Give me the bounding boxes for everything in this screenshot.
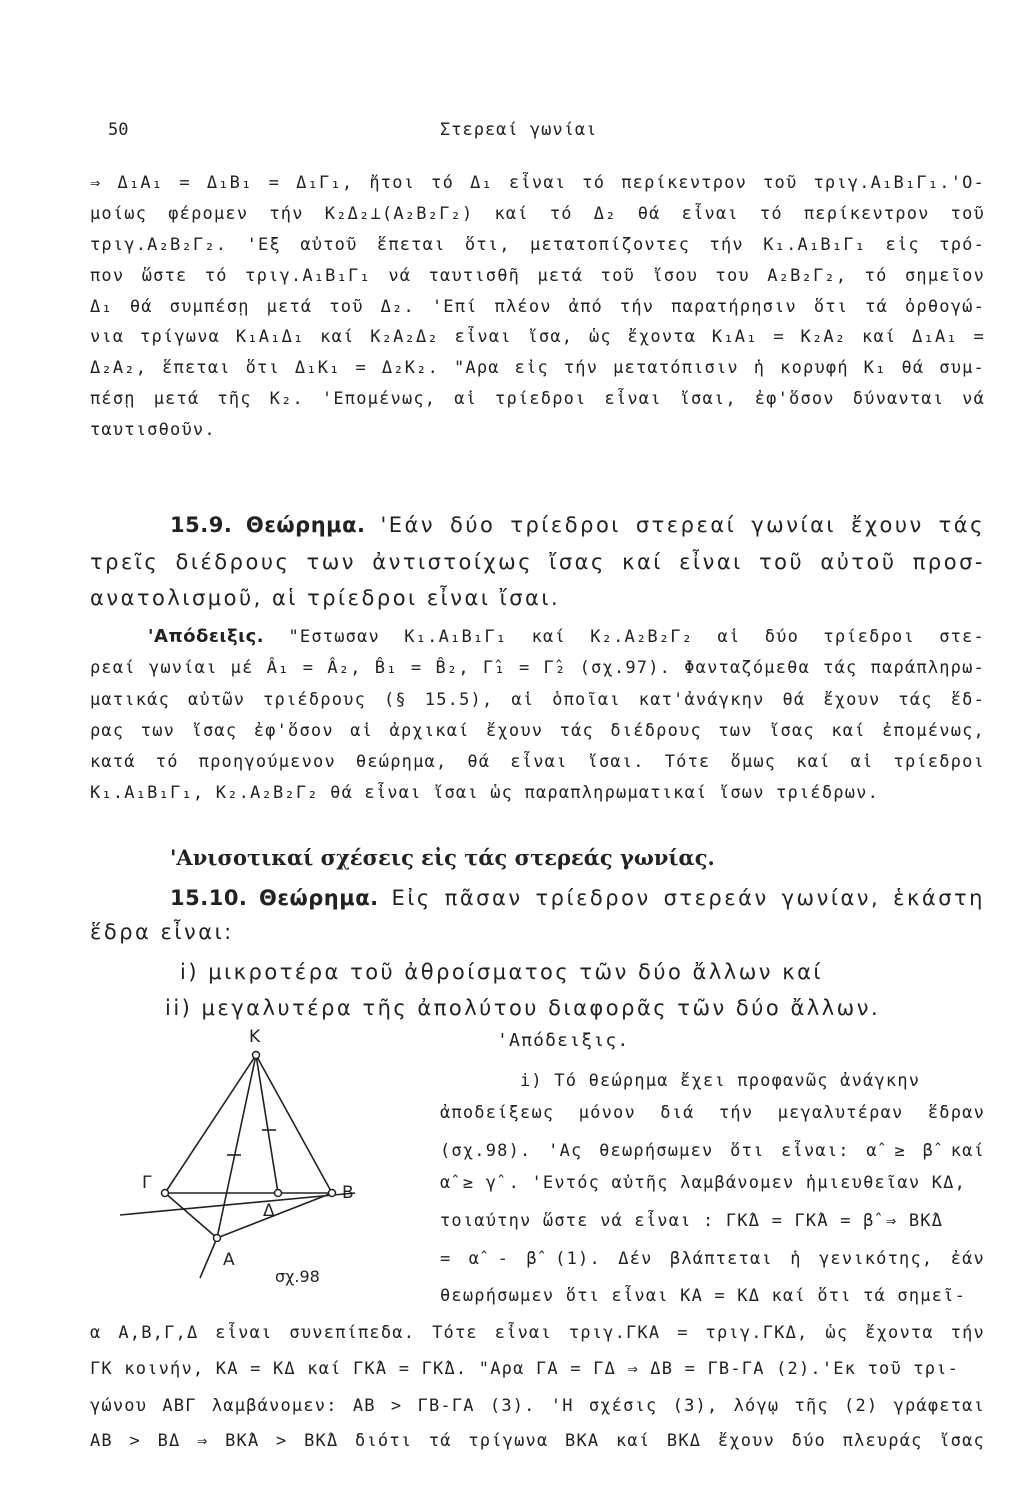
label-G: Γ [142, 1173, 152, 1193]
text-line: πέσῃ μετά τῆς Κ₂. 'Επομένως, αἱ τρίεδροι εἶναι ἴσαι, ἐφ'ὅσον δύνανται νά [90, 389, 985, 409]
text-line: μοίως φέρομεν τήν Κ₂Δ₂⊥(Α₂Β₂Γ₂) καί τό Δ₂ θά εἶναι τό περίκεντρον τοῦ [90, 204, 985, 224]
theorem-15-9-line3: ανατολισμοῦ, αἱ τρίεδροι εἶναι ἴσαι. [90, 586, 561, 610]
proof-2-label: 'Απόδειξις. [497, 1030, 630, 1051]
edge-GA [165, 1193, 217, 1238]
text-line: α Α,Β,Γ,Δ εἶναι συνεπίπεδα. Τότε εἶναι τριγ.ΓΚΑ = τριγ.ΓΚΔ, ὡς ἔχοντα τήν [90, 1323, 985, 1343]
text-line: ματικάς αὐτῶν τριέδρους (§ 15.5), αἱ ὁποῖαι κατ'ἀνάγκην θά ἔχουν τάς ἕδ- [90, 690, 985, 710]
theorem-15-9-line2: τρεῖς διέδρους των ἀντιστοίχως ἴσας καί εἶναι τοῦ αὐτοῦ προσ- [90, 550, 985, 574]
extension-A [200, 1238, 217, 1278]
point-B [329, 1190, 336, 1197]
theorem-item-ii: ii) μεγαλυτέρα τῆς ἀπολύτου διαφορᾶς τῶν δύο ἄλλων. [165, 996, 881, 1020]
text-line: ΓΚ κοινήν, ΚΑ = ΚΔ καί ΓΚ̂Α = ΓΚ̂Δ. "Αρα ΓΑ = ΓΔ ⇒ ΔΒ = ΓΒ-ΓΑ (2).'Εκ τοῦ τρι- [90, 1359, 960, 1379]
text-line: ρεαί γωνίαι μέ Â₁ = Â₂, B̂₁ = B̂₂, Γ̂₁ = Γ̂₂ (σχ.97). Φανταζόμεθα τάς παράπληρω- [90, 658, 985, 678]
text-line: = α̂ - β̂ (1). Δέν βλάπτεται ἡ γενικότης, ἐάν [440, 1249, 985, 1269]
edge-KG [165, 1055, 256, 1193]
extension-left [120, 1193, 355, 1215]
text-line: πον ὥστε τό τριγ.Α₁Β₁Γ₁ νά ταυτισθῆ μετά τοῦ ἴσου του Α₂Β₂Γ₂, τό σημεῖον [90, 266, 985, 286]
theorem-15-9-line1: 15.9. Θεώρημα. 'Εάν δύο τρίεδροι στερεαί γωνίαι ἔχουν τάς [170, 513, 985, 537]
point-D [275, 1190, 282, 1197]
theorem-label: 15.10. Θεώρημα. [170, 886, 379, 910]
text-line: Κ₁.Α₁Β₁Γ₁, Κ₂.Α₂Β₂Γ₂ θά εἶναι ἴσαι ὡς παραπληρωματικαί ἴσων τριέδρων. [90, 783, 880, 803]
label-K: K [249, 1027, 261, 1047]
label-B: B [342, 1183, 354, 1203]
text-line: γώνου ΑΒΓ λαμβάνομεν: ΑΒ > ΓΒ-ΓΑ (3). 'Η σχέσις (3), λόγῳ τῆς (2) γράφεται [90, 1396, 985, 1416]
text-line: ρας των ἴσας ἐφ'ὅσον αἱ ἀρχικαί ἔχουν τάς διέδρους των ἴσας καί ἐπομένως, [90, 721, 985, 741]
figure-98-svg [120, 1020, 420, 1305]
text-line: νια τρίγωνα Κ₁Α₁Δ₁ καί Κ₂Α₂Δ₂ εἶναι ἴσα, ὡς ἔχοντα Κ₁Α₁ = Κ₂Α₂ καί Δ₁Α₁ = [90, 327, 985, 347]
edge-KA [217, 1055, 256, 1238]
theorem-15-10-line2: ἕδρα εἶναι: [90, 920, 234, 944]
proof-1-line1: 'Απόδειξις. "Εστωσαν Κ₁.Α₁Β₁Γ₁ καί Κ₂.Α₂Β₂Γ₂ αἱ δύο τρίεδροι στε- [148, 626, 985, 647]
text-line: (σχ.98). 'Ας θεωρήσωμεν ὅτι εἶναι: α̂ ≥ β̂ καί [440, 1141, 985, 1161]
label-D: Δ [263, 1201, 275, 1221]
running-title: Στερεαί γωνίαι [440, 120, 598, 140]
theorem-item-i: i) μικροτέρα τοῦ ἀθροίσματος τῶν δύο ἄλλων καί [180, 960, 824, 984]
text-line: θεωρήσωμεν ὅτι εἶναι ΚΑ = ΚΔ καί ὅτι τά σημεῖ- [440, 1286, 967, 1306]
point-A [214, 1235, 221, 1242]
figure-98 [120, 1020, 420, 1305]
text-line: Δ₂Α₂, ἕπεται ὅτι Δ₁Κ₁ = Δ₂Κ₂. "Αρα εἰς τήν μετατόπισιν ἡ κορυφή Κ₁ θά συμ- [90, 358, 985, 378]
label-A: A [223, 1250, 235, 1270]
text-line: Δ₁ θά συμπέσῃ μετά τοῦ Δ₂. 'Επί πλέον ἀπό τήν παρατήρησιν ὅτι τά ὀρθογώ- [90, 297, 985, 317]
text-line: α̂ ≥ γ̂ . 'Εντός αὐτῆς λαμβάνομεν ἡμιευθεῖαν ΚΔ, [440, 1173, 967, 1193]
theorem-15-10-line1: 15.10. Θεώρημα. Εἰς πᾶσαν τρίεδρον στερεάν γωνίαν, ἑκάστη [170, 886, 985, 910]
theorem-label: 15.9. Θεώρημα. [170, 513, 366, 537]
text-line: ΑΒ > ΒΔ ⇒ ΒΚ̂Α > ΒΚ̂Δ διότι τά τρίγωνα ΒΚΑ καί ΒΚΔ ἔχουν δύο πλευράς ἴσας [90, 1431, 985, 1451]
text-line: κατά τό προηγούμενον θεώρημα, θά εἶναι ἴσαι. Τότε ὅμως καί αἱ τρίεδροι [90, 752, 985, 772]
page-number: 50 [108, 120, 129, 140]
point-K [253, 1052, 260, 1059]
point-G [162, 1190, 169, 1197]
text-line: τοιαύτην ὥστε νά εἶναι : ΓΚ̂Δ = ΓΚ̂Α = β̂ ⇒ ΒΚ̂Δ [440, 1211, 944, 1231]
text-line: τριγ.Α₂Β₂Γ₂. 'Εξ αὐτοῦ ἕπεται ὅτι, μετατοπίζοντες τήν Κ₁.Α₁Β₁Γ₁ εἰς τρό- [90, 235, 985, 255]
text-line: ⇒ Δ₁Α₁ = Δ₁Β₁ = Δ₁Γ₁, ἤτοι τό Δ₁ εἶναι τό περίκεντρον τοῦ τριγ.Α₁Β₁Γ₁.'Ο- [90, 173, 985, 193]
text-line: i) Τό θεώρημα ἔχει προφανῶς ἀνάγκην [520, 1071, 921, 1091]
figure-caption: σχ.98 [275, 1267, 320, 1286]
text-line: ταυτισθοῦν. [90, 420, 216, 440]
text-line: ἀποδείξεως μόνον διά τήν μεγαλυτέραν ἕδραν [440, 1103, 985, 1123]
section-title: 'Ανισοτικαί σχέσεις εἰς τάς στερεάς γωνίας. [170, 845, 715, 870]
proof-label: 'Απόδειξις. [148, 626, 265, 647]
